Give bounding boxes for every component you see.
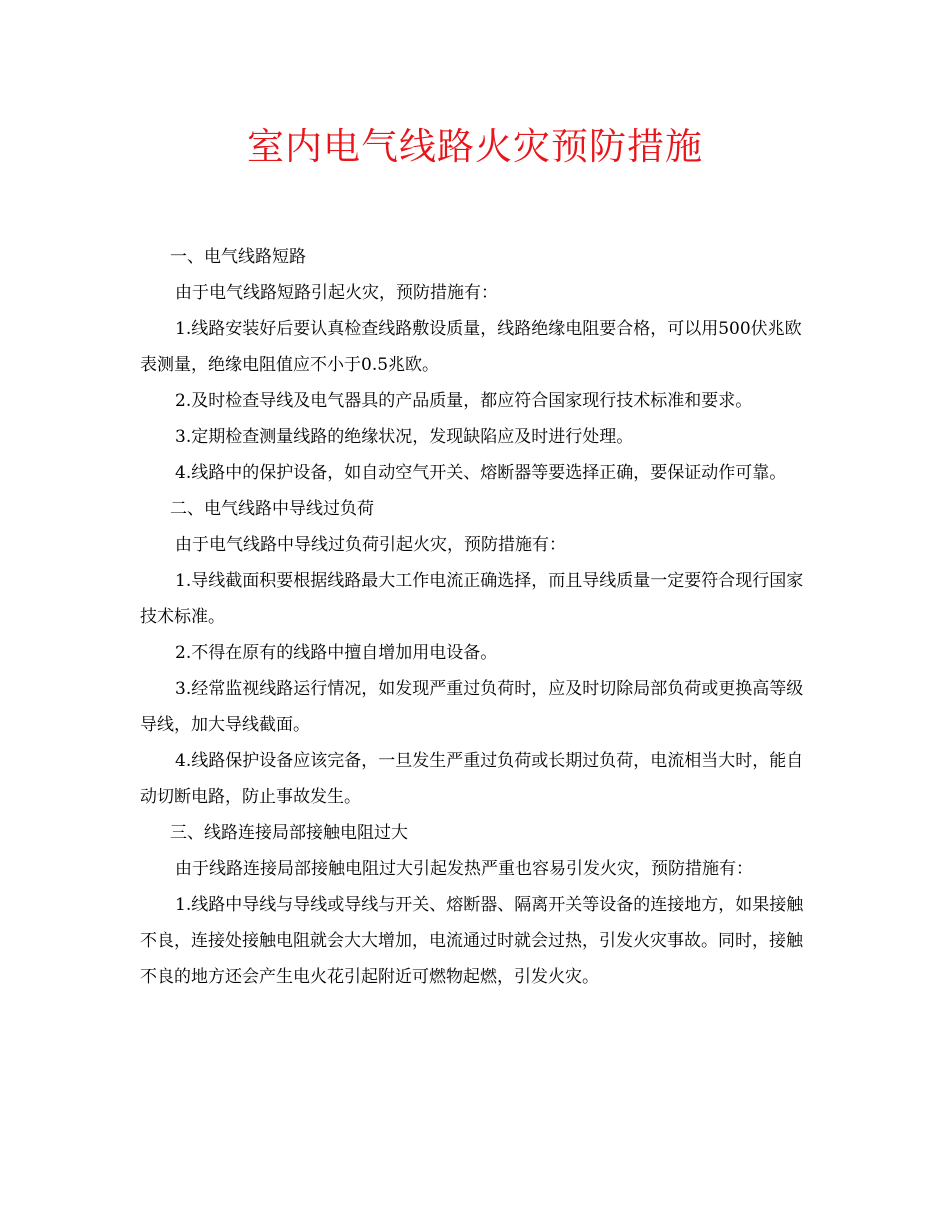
section-3-item-1: 1.线路中导线与导线或导线与开关、熔断器、隔离开关等设备的连接地方，如果接触不良，连接处接触电阻就会大大增加，电流通过时就会过热，引发火灾事故。同时，接触不良的地方还会产生电火花引起附近可燃物起燃，引发火灾。 — [140, 895, 804, 987]
section-1-intro: 由于电气线路短路引起火灾，预防措施有： — [175, 283, 498, 303]
section-2-intro: 由于电气线路中导线过负荷引起火灾，预防措施有： — [175, 535, 566, 555]
section-1-item-1: 1.线路安装好后要认真检查线路敷设质量，线路绝缘电阻要合格，可以用500伏兆欧表测量，绝缘电阻值应不小于0.5兆欧。 — [140, 319, 802, 375]
section-1-item-3: 3.定期检查测量线路的绝缘状况，发现缺陷应及时进行处理。 — [175, 427, 634, 447]
section-2-item-3: 3.经常监视线路运行情况，如发现严重过负荷时，应及时切除局部负荷或更换高等级导线，加大导线截面。 — [140, 679, 804, 735]
section-2-item-1: 1.导线截面积要根据线路最大工作电流正确选择，而且导线质量一定要符合现行国家技术标准。 — [140, 571, 804, 627]
section-3-intro: 由于线路连接局部接触电阻过大引起发热严重也容易引发火灾，预防措施有： — [175, 859, 753, 879]
section-1-item-2: 2.及时检查导线及电气器具的产品质量，都应符合国家现行技术标准和要求。 — [175, 391, 753, 411]
section-heading-3: 三、线路连接局部接触电阻过大 — [170, 823, 408, 843]
document-title: 室内电气线路火灾预防措施 — [247, 125, 703, 168]
section-heading-2: 二、电气线路中导线过负荷 — [170, 499, 374, 519]
section-1-item-4: 4.线路中的保护设备，如自动空气开关、熔断器等要选择正确，要保证动作可靠。 — [175, 463, 787, 483]
section-2-item-2: 2.不得在原有的线路中擅自增加用电设备。 — [175, 643, 498, 663]
document-body — [140, 239, 810, 995]
section-2-item-4: 4.线路保护设备应该完备，一旦发生严重过负荷或长期过负荷，电流相当大时，能自动切断电路，防止事故发生。 — [140, 751, 804, 807]
section-heading-1: 一、电气线路短路 — [170, 247, 306, 267]
